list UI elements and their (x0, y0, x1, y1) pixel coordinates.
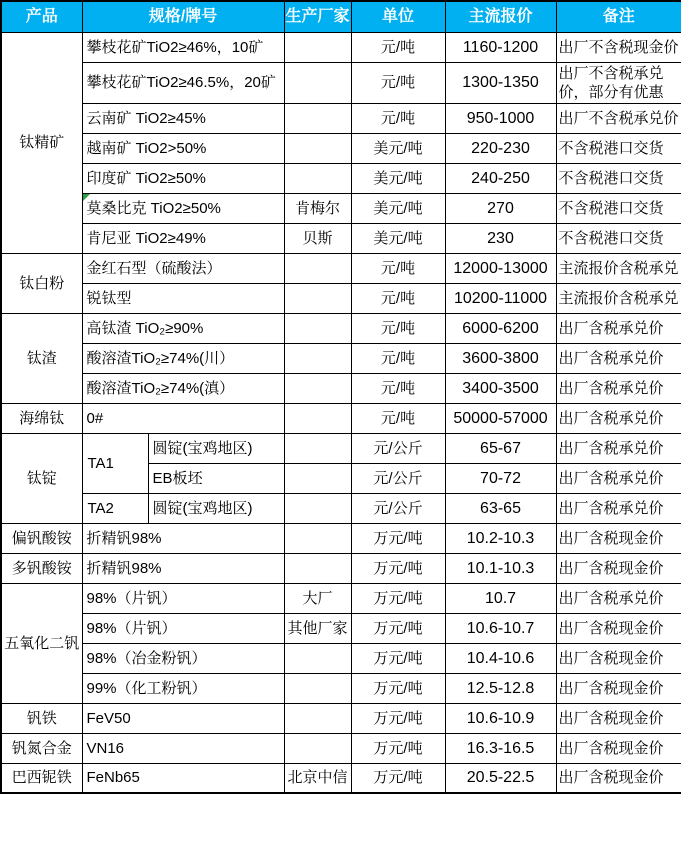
spec-cell: FeV50 (82, 703, 284, 733)
table-row (1, 493, 681, 523)
unit-cell: 美元/吨 (351, 133, 445, 163)
spec-cell: 折精钒98% (82, 523, 284, 553)
spec-cell: 莫桑比克 TiO2≥50% (82, 193, 284, 223)
unit-cell: 元/吨 (351, 343, 445, 373)
unit-cell: 万元/吨 (351, 613, 445, 643)
note-cell: 出厂含税现金价 (556, 703, 681, 733)
maker-cell (284, 643, 351, 673)
unit-cell: 元/吨 (351, 32, 445, 62)
maker-cell: 贝斯 (284, 223, 351, 253)
spec-cell: 0# (82, 403, 284, 433)
table-row (1, 223, 681, 253)
table-row (1, 133, 681, 163)
table-row (1, 32, 681, 62)
spec-cell: 98%（冶金粉钒） (82, 643, 284, 673)
spec-cell: 印度矿 TiO2≥50% (82, 163, 284, 193)
note-cell: 出厂含税承兑价 (556, 583, 681, 613)
table-row (1, 253, 681, 283)
table-row (1, 313, 681, 343)
unit-cell: 万元/吨 (351, 733, 445, 763)
product-cell: 海绵钛 (1, 403, 82, 433)
unit-cell: 万元/吨 (351, 553, 445, 583)
maker-cell (284, 253, 351, 283)
spec-cell: FeNb65 (82, 763, 284, 793)
unit-cell: 万元/吨 (351, 763, 445, 793)
spec-cell: 金红石型（硫酸法） (82, 253, 284, 283)
spec-cell: 圆锭(宝鸡地区) (148, 433, 284, 463)
note-cell: 出厂含税承兑价 (556, 403, 681, 433)
spec-cell: 越南矿 TiO2>50% (82, 133, 284, 163)
price-cell: 12.5-12.8 (445, 673, 556, 703)
table-row (1, 643, 681, 673)
note-cell: 出厂含税承兑价 (556, 493, 681, 523)
header-row (1, 1, 681, 32)
maker-cell (284, 463, 351, 493)
product-cell: 钛渣 (1, 313, 82, 403)
spec-cell: VN16 (82, 733, 284, 763)
maker-cell (284, 673, 351, 703)
maker-cell (284, 523, 351, 553)
product-cell: 多钒酸铵 (1, 553, 82, 583)
price-cell: 10.1-10.3 (445, 553, 556, 583)
col-header-product: 产品 (1, 1, 82, 32)
note-cell: 出厂含税现金价 (556, 643, 681, 673)
col-header-note: 备注 (556, 1, 681, 32)
note-cell: 不含税港口交货 (556, 193, 681, 223)
table-row (1, 403, 681, 433)
note-cell: 出厂不含税承兑价，部分有优惠 (556, 62, 681, 103)
spec-cell: 折精钒98% (82, 553, 284, 583)
unit-cell: 元/吨 (351, 373, 445, 403)
note-cell: 出厂含税现金价 (556, 553, 681, 583)
maker-cell (284, 62, 351, 103)
spec-cell: 肯尼亚 TiO2≥49% (82, 223, 284, 253)
spec-cell: 酸溶渣TiO₂≥74%(滇） (82, 373, 284, 403)
price-cell: 270 (445, 193, 556, 223)
maker-cell (284, 433, 351, 463)
maker-cell: 肯梅尔 (284, 193, 351, 223)
spec-cell: 98%（片钒） (82, 583, 284, 613)
table-row (1, 163, 681, 193)
unit-cell: 元/吨 (351, 313, 445, 343)
price-cell: 3600-3800 (445, 343, 556, 373)
grade-cell: TA1 (82, 433, 148, 493)
note-cell: 不含税港口交货 (556, 223, 681, 253)
maker-cell (284, 403, 351, 433)
spec-cell: 98%（片钒） (82, 613, 284, 643)
table-row (1, 283, 681, 313)
note-cell: 不含税港口交货 (556, 133, 681, 163)
table-row (1, 763, 681, 793)
table-row (1, 523, 681, 553)
spec-cell: 99%（化工粉钒） (82, 673, 284, 703)
spec-cell: 锐钛型 (82, 283, 284, 313)
price-cell: 10.6-10.7 (445, 613, 556, 643)
price-cell: 950-1000 (445, 103, 556, 133)
unit-cell: 元/公斤 (351, 433, 445, 463)
unit-cell: 万元/吨 (351, 583, 445, 613)
spec-cell: 圆锭(宝鸡地区) (148, 493, 284, 523)
unit-cell: 元/吨 (351, 253, 445, 283)
unit-cell: 美元/吨 (351, 163, 445, 193)
unit-cell: 元/吨 (351, 403, 445, 433)
table-row (1, 733, 681, 763)
unit-cell: 美元/吨 (351, 193, 445, 223)
spec-cell: 云南矿 TiO2≥45% (82, 103, 284, 133)
table-row (1, 62, 681, 103)
unit-cell: 元/吨 (351, 103, 445, 133)
note-cell: 出厂不含税承兑价 (556, 103, 681, 133)
unit-cell: 万元/吨 (351, 643, 445, 673)
table-row (1, 673, 681, 703)
table-row (1, 613, 681, 643)
price-cell: 1160-1200 (445, 32, 556, 62)
note-cell: 主流报价含税承兑 (556, 283, 681, 313)
note-cell: 出厂含税现金价 (556, 763, 681, 793)
price-cell: 1300-1350 (445, 62, 556, 103)
note-cell: 出厂含税现金价 (556, 733, 681, 763)
col-header-unit: 单位 (351, 1, 445, 32)
maker-cell (284, 283, 351, 313)
price-cell: 12000-13000 (445, 253, 556, 283)
price-cell: 10200-11000 (445, 283, 556, 313)
maker-cell: 北京中信 (284, 763, 351, 793)
spec-cell: EB板坯 (148, 463, 284, 493)
spec-cell: 攀枝花矿TiO2≥46.5%，20矿 (82, 62, 284, 103)
note-cell: 出厂含税承兑价 (556, 343, 681, 373)
price-cell: 3400-3500 (445, 373, 556, 403)
maker-cell (284, 163, 351, 193)
price-cell: 6000-6200 (445, 313, 556, 343)
table-row (1, 433, 681, 463)
unit-cell: 元/公斤 (351, 493, 445, 523)
note-cell: 出厂含税现金价 (556, 523, 681, 553)
price-cell: 63-65 (445, 493, 556, 523)
product-cell: 钒氮合金 (1, 733, 82, 763)
unit-cell: 万元/吨 (351, 673, 445, 703)
note-cell: 出厂不含税现金价 (556, 32, 681, 62)
unit-cell: 万元/吨 (351, 703, 445, 733)
table-row (1, 553, 681, 583)
note-cell: 出厂含税承兑价 (556, 373, 681, 403)
product-cell: 钛白粉 (1, 253, 82, 313)
product-cell: 巴西铌铁 (1, 763, 82, 793)
grade-cell: TA2 (82, 493, 148, 523)
table-row (1, 373, 681, 403)
col-header-price: 主流报价 (445, 1, 556, 32)
product-cell: 五氧化二钒 (1, 583, 82, 703)
maker-cell (284, 703, 351, 733)
unit-cell: 美元/吨 (351, 223, 445, 253)
maker-cell (284, 733, 351, 763)
maker-cell (284, 553, 351, 583)
price-cell: 10.7 (445, 583, 556, 613)
note-cell: 不含税港口交货 (556, 163, 681, 193)
product-cell: 钛精矿 (1, 32, 82, 253)
spec-cell: 攀枝花矿TiO2≥46%，10矿 (82, 32, 284, 62)
maker-cell: 其他厂家 (284, 613, 351, 643)
table-row (1, 193, 681, 223)
note-cell: 出厂含税现金价 (556, 613, 681, 643)
maker-cell: 大厂 (284, 583, 351, 613)
price-cell: 10.6-10.9 (445, 703, 556, 733)
maker-cell (284, 313, 351, 343)
spec-cell: 高钛渣 TiO₂≥90% (82, 313, 284, 343)
note-cell: 出厂含税承兑价 (556, 313, 681, 343)
col-header-maker: 生产厂家 (284, 1, 351, 32)
price-cell: 10.4-10.6 (445, 643, 556, 673)
note-cell: 出厂含税现金价 (556, 673, 681, 703)
table-row (1, 583, 681, 613)
product-cell: 钛锭 (1, 433, 82, 523)
unit-cell: 元/吨 (351, 62, 445, 103)
maker-cell (284, 32, 351, 62)
product-cell: 钒铁 (1, 703, 82, 733)
price-cell: 50000-57000 (445, 403, 556, 433)
price-cell: 20.5-22.5 (445, 763, 556, 793)
unit-cell: 元/吨 (351, 283, 445, 313)
price-cell: 10.2-10.3 (445, 523, 556, 553)
price-cell: 65-67 (445, 433, 556, 463)
unit-cell: 万元/吨 (351, 523, 445, 553)
price-cell: 240-250 (445, 163, 556, 193)
col-header-spec: 规格/牌号 (82, 1, 284, 32)
price-cell: 70-72 (445, 463, 556, 493)
table-row (1, 703, 681, 733)
price-cell: 230 (445, 223, 556, 253)
price-cell: 220-230 (445, 133, 556, 163)
table-row (1, 103, 681, 133)
note-cell: 出厂含税承兑价 (556, 433, 681, 463)
maker-cell (284, 133, 351, 163)
price-cell: 16.3-16.5 (445, 733, 556, 763)
table-row (1, 343, 681, 373)
maker-cell (284, 373, 351, 403)
maker-cell (284, 343, 351, 373)
note-cell: 主流报价含税承兑 (556, 253, 681, 283)
product-cell: 偏钒酸铵 (1, 523, 82, 553)
unit-cell: 元/公斤 (351, 463, 445, 493)
note-cell: 出厂含税承兑价 (556, 463, 681, 493)
maker-cell (284, 103, 351, 133)
maker-cell (284, 493, 351, 523)
price-table-body (1, 32, 681, 793)
spec-cell: 酸溶渣TiO₂≥74%(川） (82, 343, 284, 373)
